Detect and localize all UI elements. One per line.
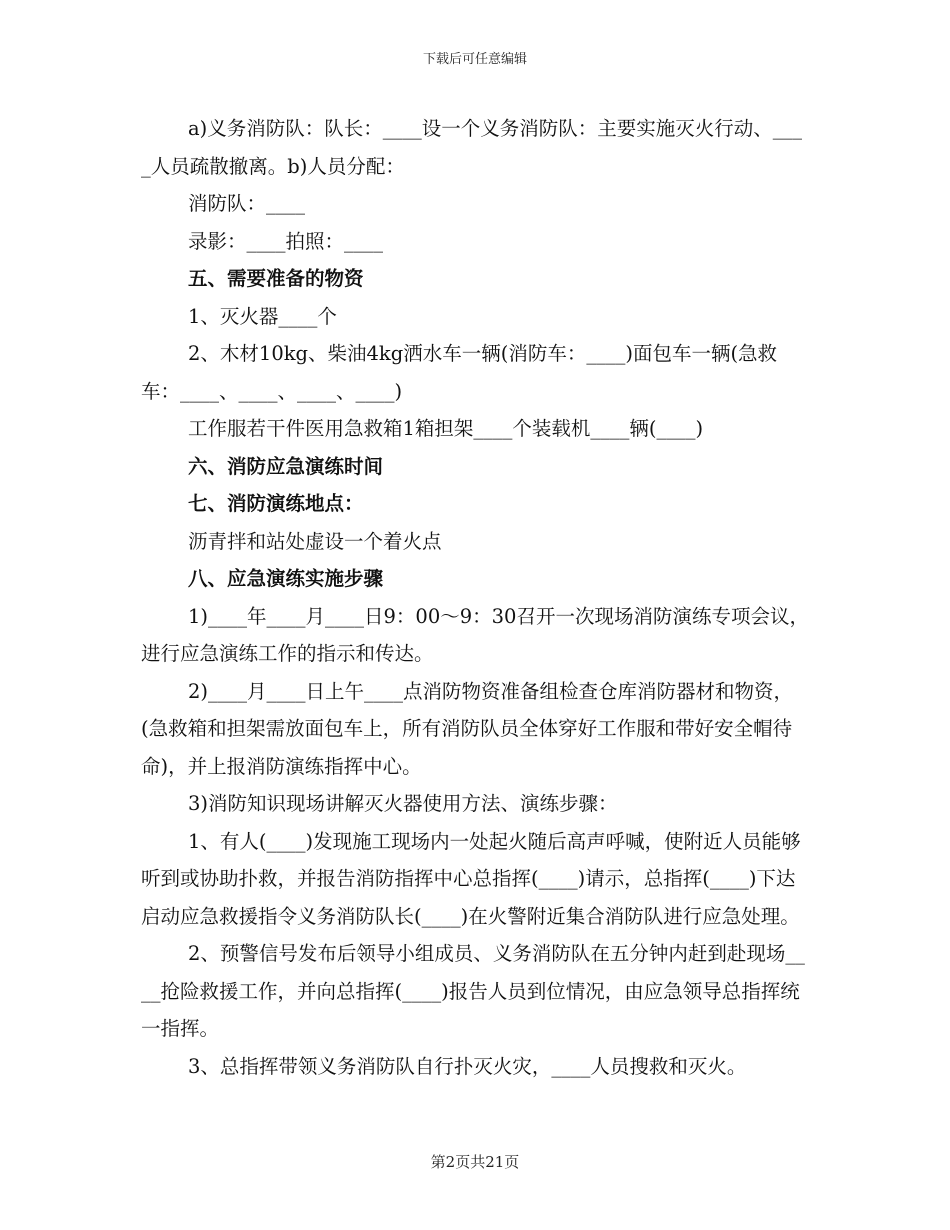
paragraph-procedure-1: 1、有人(____)发现施工现场内一处起火随后高声呼喊，使附近人员能够听到或协助扑救，并报告消防指挥中心总指挥(____)请示，总指挥(____)下达启动应急救援指令义务消防队长(____)在火警附近集合消防队进行应急处理。 (141, 829, 801, 928)
section-heading-drill-time: 六、消防应急演练时间 (188, 454, 384, 478)
paragraph-fire-team: a)义务消防队：队长：____设一个义务消防队：主要实施灭火行动、____人员疏散撤离。b)人员分配： (141, 117, 802, 178)
page-header: 下载后可任意编辑 (422, 52, 527, 67)
paragraph-procedure-3: 3、总指挥带领义务消防队自行扑灭火灾，____人员搜救和灭火。 (188, 1054, 747, 1078)
paragraph-procedure-2: 2、预警信号发布后领导小组成员、义务消防队在五分钟内赶到赴现场____抢险救援工作，并向总指挥(____)报告人员到位情况，由应急领导总指挥统一指挥。 (141, 942, 805, 1040)
section-heading-drill-location: 七、消防演练地点： (188, 492, 364, 515)
paragraph-location: 沥青拌和站处虚设一个着火点 (188, 529, 442, 553)
paragraph-step-training: 3)消防知识现场讲解灭火器使用方法、演练步骤： (188, 792, 618, 815)
paragraph-video-photo: 录影：____拍照：____ (188, 229, 384, 253)
paragraph-equipment: 工作服若干件医用急救箱1箱担架____个装载机____辆(____) (188, 417, 704, 440)
paragraph-step-meeting: 1)____年____月____日9：00～9：30召开一次现场消防演练专项会议，进行应急演练工作的指示和传达。 (141, 604, 809, 665)
document-body (141, 110, 811, 1085)
paragraph-step-inspection: 2)____月____日上午____点消防物资准备组检查仓库消防器材和物资，(急救箱和担架需放面包车上，所有消防队员全体穿好工作服和带好安全帽待命)，并上报消防演练指挥中心。 (141, 679, 794, 778)
paragraph-extinguishers: 1、灭火器____个 (188, 304, 337, 328)
section-heading-drill-steps: 八、应急演练实施步骤 (188, 567, 384, 590)
paragraph-fire-team-members: 消防队：____ (188, 192, 306, 215)
paragraph-materials-vehicles: 2、木材10kg、柴油4kg洒水车一辆(消防车：____)面包车一辆(急救车：____、____、____、____) (141, 342, 778, 403)
section-heading-materials: 五、需要准备的物资 (188, 267, 364, 290)
page-number: 第2页共21页 (430, 1153, 520, 1171)
